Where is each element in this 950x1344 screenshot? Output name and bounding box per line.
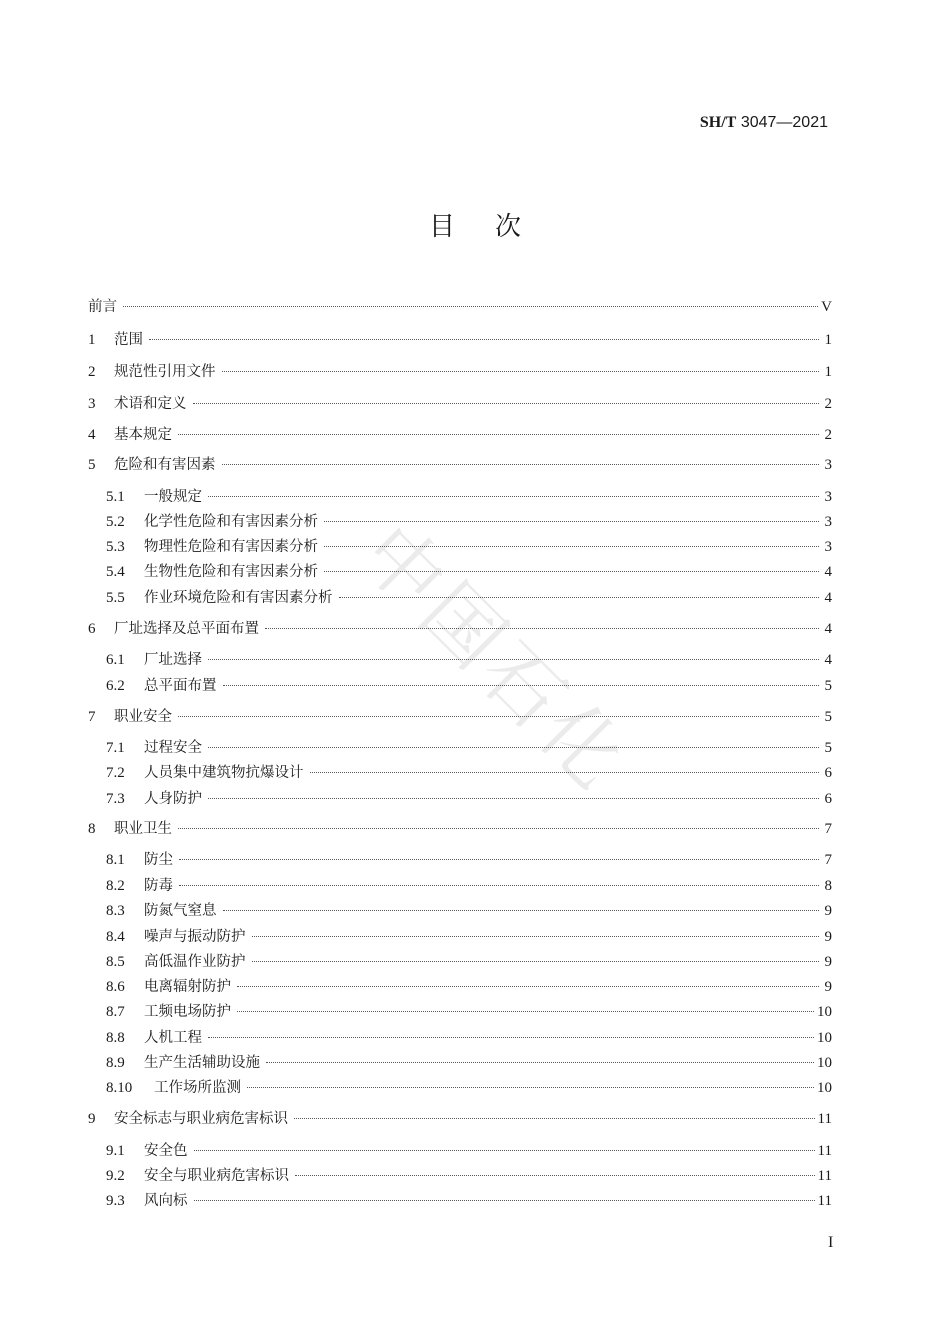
toc-entry[interactable] — [106, 976, 832, 998]
toc-entry-label: 一般规定 — [144, 489, 202, 505]
dot-leader — [194, 1200, 815, 1201]
toc-entry[interactable] — [106, 788, 832, 810]
toc-entry-number: 7.1 — [106, 740, 125, 756]
dot-leader — [149, 339, 819, 340]
dot-leader — [265, 628, 819, 629]
toc-entry-number: 7 — [88, 709, 96, 725]
toc-entry-page: 4 — [824, 621, 832, 637]
toc-entry-number: 3 — [88, 396, 96, 412]
toc-entry-number: 5.2 — [106, 514, 125, 530]
toc-entry[interactable] — [88, 329, 832, 351]
toc-entry[interactable] — [88, 1108, 832, 1130]
dot-leader — [252, 961, 820, 962]
toc-entry-number: 5.4 — [106, 564, 125, 580]
dot-leader — [339, 597, 820, 598]
toc-entry-label: 生产生活辅助设施 — [144, 1055, 260, 1071]
toc-entry-number: 8.4 — [106, 929, 125, 945]
toc-entry[interactable] — [106, 511, 832, 533]
toc-entry-page: 11 — [817, 1143, 832, 1159]
toc-entry[interactable] — [106, 649, 832, 671]
toc-entry-number: 8 — [88, 821, 96, 837]
dot-leader — [223, 685, 820, 686]
standard-code-number: 3047—2021 — [740, 114, 828, 131]
toc-entry-number: 7.3 — [106, 791, 125, 807]
toc-entry-number: 9 — [88, 1111, 96, 1127]
dot-leader — [179, 885, 819, 886]
toc-entry-page: 4 — [824, 564, 832, 580]
toc-entry-page: 3 — [824, 539, 832, 555]
toc-entry[interactable] — [106, 561, 832, 583]
toc-entry-number: 5.3 — [106, 539, 125, 555]
toc-entry-page: 5 — [824, 709, 832, 725]
toc-entry-label: 厂址选择 — [144, 652, 202, 668]
toc-entry-page: 10 — [817, 1004, 832, 1020]
toc-entry[interactable] — [106, 1190, 832, 1212]
toc-entry-number: 8.9 — [106, 1055, 125, 1071]
toc-entry-page: 9 — [824, 929, 832, 945]
toc-entry[interactable] — [106, 875, 832, 897]
toc-entry[interactable] — [88, 818, 832, 840]
toc-entry-page: 11 — [817, 1111, 832, 1127]
toc-entry-number: 8.7 — [106, 1004, 125, 1020]
toc-entry[interactable] — [106, 486, 832, 508]
toc-entry-label: 工作场所监测 — [154, 1080, 241, 1096]
dot-leader — [324, 546, 819, 547]
dot-leader — [178, 828, 819, 829]
dot-leader — [179, 859, 819, 860]
toc-entry-page: 4 — [824, 590, 832, 606]
toc-entry-number: 8.2 — [106, 878, 125, 894]
toc-entry-label: 作业环境危险和有害因素分析 — [144, 590, 333, 606]
toc-entry[interactable] — [106, 762, 832, 784]
toc-entry[interactable] — [106, 1165, 832, 1187]
toc-entry-label: 术语和定义 — [114, 396, 187, 412]
toc-entry-page: 9 — [824, 979, 832, 995]
toc-entry[interactable] — [106, 587, 832, 609]
toc-entry[interactable] — [106, 737, 832, 759]
toc-entry-page: 7 — [824, 852, 832, 868]
toc-entry-page: 2 — [824, 427, 832, 443]
toc-entry-label: 防尘 — [144, 852, 173, 868]
toc-entry[interactable] — [106, 1052, 832, 1074]
toc-entry-label: 规范性引用文件 — [114, 364, 216, 380]
dot-leader — [237, 986, 819, 987]
toc-entry-label: 厂址选择及总平面布置 — [114, 621, 259, 637]
toc-entry-label: 人员集中建筑物抗爆设计 — [144, 765, 304, 781]
dot-leader — [247, 1087, 814, 1088]
dot-leader — [222, 371, 820, 372]
toc-entry-page: 9 — [824, 903, 832, 919]
toc-entry-page: 3 — [824, 514, 832, 530]
toc-entry-page: 4 — [824, 652, 832, 668]
toc-entry[interactable] — [106, 1077, 832, 1099]
toc-entry-label: 工频电场防护 — [144, 1004, 231, 1020]
standard-code — [700, 114, 828, 132]
dot-leader — [208, 1037, 814, 1038]
toc-entry-number: 6.1 — [106, 652, 125, 668]
toc-entry-page: V — [821, 299, 832, 315]
toc-entry-label: 防氮气窒息 — [144, 903, 217, 919]
toc-entry[interactable] — [88, 361, 832, 383]
toc-entry[interactable] — [106, 900, 832, 922]
toc-entry[interactable] — [106, 849, 832, 871]
toc-entry-label: 前言 — [88, 299, 117, 315]
toc-entry[interactable] — [88, 706, 832, 728]
toc-entry-page: 6 — [824, 791, 832, 807]
toc-entry[interactable] — [88, 424, 832, 446]
toc-entry-page: 7 — [824, 821, 832, 837]
toc-entry-label: 人机工程 — [144, 1030, 202, 1046]
dot-leader — [208, 496, 819, 497]
dot-leader — [324, 521, 819, 522]
dot-leader — [178, 434, 819, 435]
toc-entry-number: 9.2 — [106, 1168, 125, 1184]
toc-entry-label: 危险和有害因素 — [114, 457, 216, 473]
toc-entry-number: 8.6 — [106, 979, 125, 995]
toc-entry[interactable] — [88, 393, 832, 415]
toc-entry-number: 8.8 — [106, 1030, 125, 1046]
toc-entry-label: 职业卫生 — [114, 821, 172, 837]
toc-entry-label: 基本规定 — [114, 427, 172, 443]
toc-entry-page: 9 — [824, 954, 832, 970]
toc-entry-page: 3 — [824, 489, 832, 505]
toc-entry-page: 1 — [824, 332, 832, 348]
toc-entry-page: 5 — [824, 678, 832, 694]
dot-leader — [208, 747, 819, 748]
toc-entry-number: 9.3 — [106, 1193, 125, 1209]
dot-leader — [193, 403, 820, 404]
page-title: 目次 — [428, 212, 561, 242]
watermark: 中国石化 — [343, 507, 645, 809]
dot-leader — [237, 1011, 814, 1012]
toc-entry-label: 安全色 — [144, 1143, 188, 1159]
standard-code-prefix: SH/T — [699, 114, 737, 131]
toc-entry-label: 防毒 — [144, 878, 173, 894]
toc-entry-page: 10 — [817, 1030, 832, 1046]
toc-entry-page: 5 — [824, 740, 832, 756]
toc-entry-label: 电离辐射防护 — [144, 979, 231, 995]
toc-entry-label: 物理性危险和有害因素分析 — [144, 539, 318, 555]
toc-entry-label: 噪声与振动防护 — [144, 929, 246, 945]
toc-entry[interactable] — [88, 454, 832, 476]
toc-entry-number: 5.1 — [106, 489, 125, 505]
toc-entry-number: 9.1 — [106, 1143, 125, 1159]
toc-entry[interactable] — [106, 951, 832, 973]
toc-entry-page: 11 — [817, 1193, 832, 1209]
toc-entry-label: 人身防护 — [144, 791, 202, 807]
toc-entry[interactable] — [106, 536, 832, 558]
dot-leader — [208, 659, 819, 660]
dot-leader — [194, 1150, 815, 1151]
toc-entry-page: 8 — [824, 878, 832, 894]
toc-entry-page: 10 — [817, 1080, 832, 1096]
toc-entry-label: 过程安全 — [144, 740, 202, 756]
toc-entry[interactable] — [106, 1001, 832, 1023]
toc-entry-number: 6.2 — [106, 678, 125, 694]
toc-entry-label: 风向标 — [144, 1193, 188, 1209]
toc-entry-number: 6 — [88, 621, 96, 637]
dot-leader — [294, 1118, 815, 1119]
toc-entry-page: 3 — [824, 457, 832, 473]
toc-entry-page: 6 — [824, 765, 832, 781]
dot-leader — [252, 936, 820, 937]
dot-leader — [208, 798, 819, 799]
toc-entry[interactable] — [88, 618, 832, 640]
toc-entry-number: 7.2 — [106, 765, 125, 781]
toc-entry-number: 8.5 — [106, 954, 125, 970]
toc-entry[interactable] — [88, 296, 832, 318]
dot-leader — [223, 910, 820, 911]
toc-entry-number: 8.1 — [106, 852, 125, 868]
toc-entry-label: 生物性危险和有害因素分析 — [144, 564, 318, 580]
toc-entry-page: 10 — [817, 1055, 832, 1071]
toc-entry-label: 总平面布置 — [144, 678, 217, 694]
toc-entry-label: 化学性危险和有害因素分析 — [144, 514, 318, 530]
toc-entry-label: 安全标志与职业病危害标识 — [114, 1111, 288, 1127]
page-number: I — [828, 1234, 834, 1251]
toc-entry[interactable] — [106, 675, 832, 697]
dot-leader — [324, 571, 819, 572]
toc-entry-page: 11 — [817, 1168, 832, 1184]
toc-entry-label: 安全与职业病危害标识 — [144, 1168, 289, 1184]
toc-entry-label: 职业安全 — [114, 709, 172, 725]
toc-entry-label: 范围 — [114, 332, 143, 348]
toc-entry-page: 1 — [824, 364, 832, 380]
toc-entry-label: 高低温作业防护 — [144, 954, 246, 970]
toc-entry-number: 5 — [88, 457, 96, 473]
toc-entry-number: 8.10 — [106, 1080, 133, 1096]
toc-entry[interactable] — [106, 1140, 832, 1162]
dot-leader — [178, 716, 819, 717]
toc-entry[interactable] — [106, 1027, 832, 1049]
dot-leader — [123, 306, 818, 307]
toc-entry-number: 1 — [88, 332, 96, 348]
dot-leader — [310, 772, 820, 773]
toc-entry-number: 4 — [88, 427, 96, 443]
dot-leader — [222, 464, 820, 465]
toc-entry-page: 2 — [824, 396, 832, 412]
dot-leader — [266, 1062, 814, 1063]
toc-entry-number: 5.5 — [106, 590, 125, 606]
toc-entry-number: 8.3 — [106, 903, 125, 919]
dot-leader — [295, 1175, 815, 1176]
toc-entry-number: 2 — [88, 364, 96, 380]
toc-entry[interactable] — [106, 926, 832, 948]
